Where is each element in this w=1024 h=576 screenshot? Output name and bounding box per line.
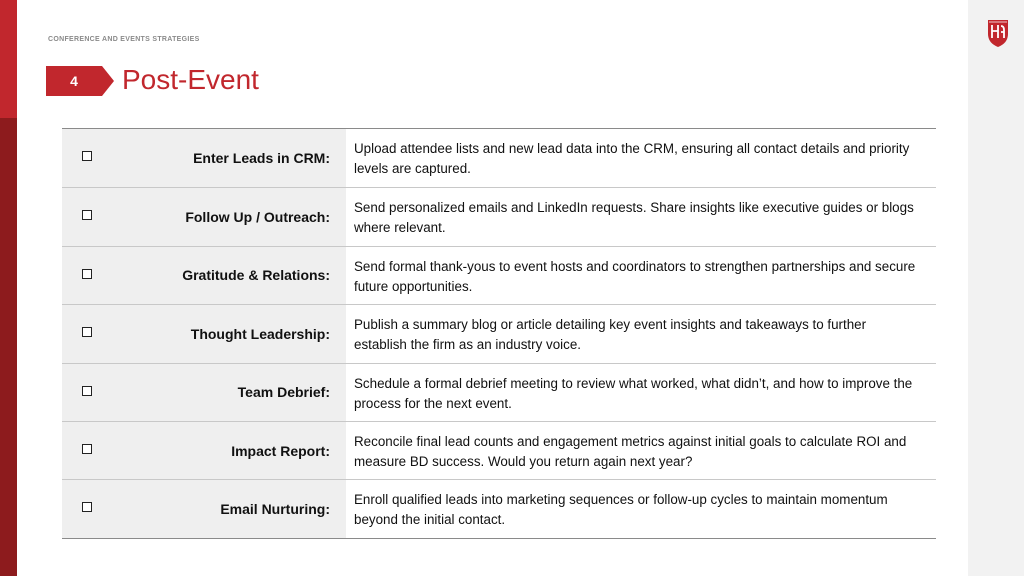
checklist-row <box>62 187 936 245</box>
step-number: 4 <box>70 73 78 89</box>
checkbox[interactable] <box>82 210 92 220</box>
section-kicker: CONFERENCE AND EVENTS STRATEGIES <box>48 36 200 43</box>
checklist-label: Thought Leadership: <box>190 325 330 342</box>
checklist-label: Team Debrief: <box>237 384 330 401</box>
checklist-label-cell <box>62 247 346 304</box>
checkbox[interactable] <box>82 502 92 512</box>
checklist-label: Follow Up / Outreach: <box>185 209 330 226</box>
checklist-label-cell <box>62 422 346 479</box>
checklist-label: Enter Leads in CRM: <box>193 150 330 167</box>
checklist-row <box>62 479 936 537</box>
checklist-row <box>62 363 936 421</box>
page-title: Post-Event <box>122 64 259 95</box>
right-side-strip <box>968 0 1024 576</box>
checklist-label: Email Nurturing: <box>220 501 330 518</box>
crest-logo-icon <box>986 18 1010 48</box>
checklist-label-cell <box>62 188 346 245</box>
checklist-label: Gratitude & Relations: <box>182 267 330 284</box>
checklist-row <box>62 304 936 362</box>
checklist-description: Send personalized emails and LinkedIn requests. Share insights like executive guides or blogs where relevant. <box>354 200 914 236</box>
checklist-label-cell <box>62 305 346 362</box>
checkbox[interactable] <box>82 151 92 161</box>
checklist-row <box>62 421 936 479</box>
checklist-description: Enroll qualified leads into marketing sequences or follow-up cycles to maintain momentum beyond the initial contact. <box>354 492 888 528</box>
checklist-label: Impact Report: <box>231 442 330 459</box>
checklist-label-cell <box>62 129 346 187</box>
checklist-description: Schedule a formal debrief meeting to review what worked, what didn’t, and how to improve the process for the next event. <box>354 375 913 411</box>
checklist-label-cell <box>62 480 346 537</box>
checklist-description: Reconcile final lead counts and engagement metrics against initial goals to calculate ROI and measure BD success. Would you return again next year? <box>354 433 907 469</box>
checkbox[interactable] <box>82 444 92 454</box>
checklist-description: Upload attendee lists and new lead data into the CRM, ensuring all contact details and priority levels are captured. <box>354 141 910 176</box>
checklist-table <box>62 128 936 539</box>
checkbox[interactable] <box>82 327 92 337</box>
checklist-row <box>62 246 936 304</box>
left-accent-bar-top <box>0 0 17 118</box>
checklist-description: Publish a summary blog or article detailing key event insights and takeaways to further establish the firm as an industry voice. <box>354 317 867 353</box>
step-number-tag <box>46 66 114 96</box>
left-accent-bar-bottom <box>0 118 17 576</box>
checkbox[interactable] <box>82 269 92 279</box>
checklist-row <box>62 129 936 187</box>
checklist-label-cell <box>62 364 346 421</box>
checkbox[interactable] <box>82 386 92 396</box>
checklist-description: Send formal thank-yous to event hosts and coordinators to strengthen partnerships and secure future opportunities. <box>354 258 916 294</box>
